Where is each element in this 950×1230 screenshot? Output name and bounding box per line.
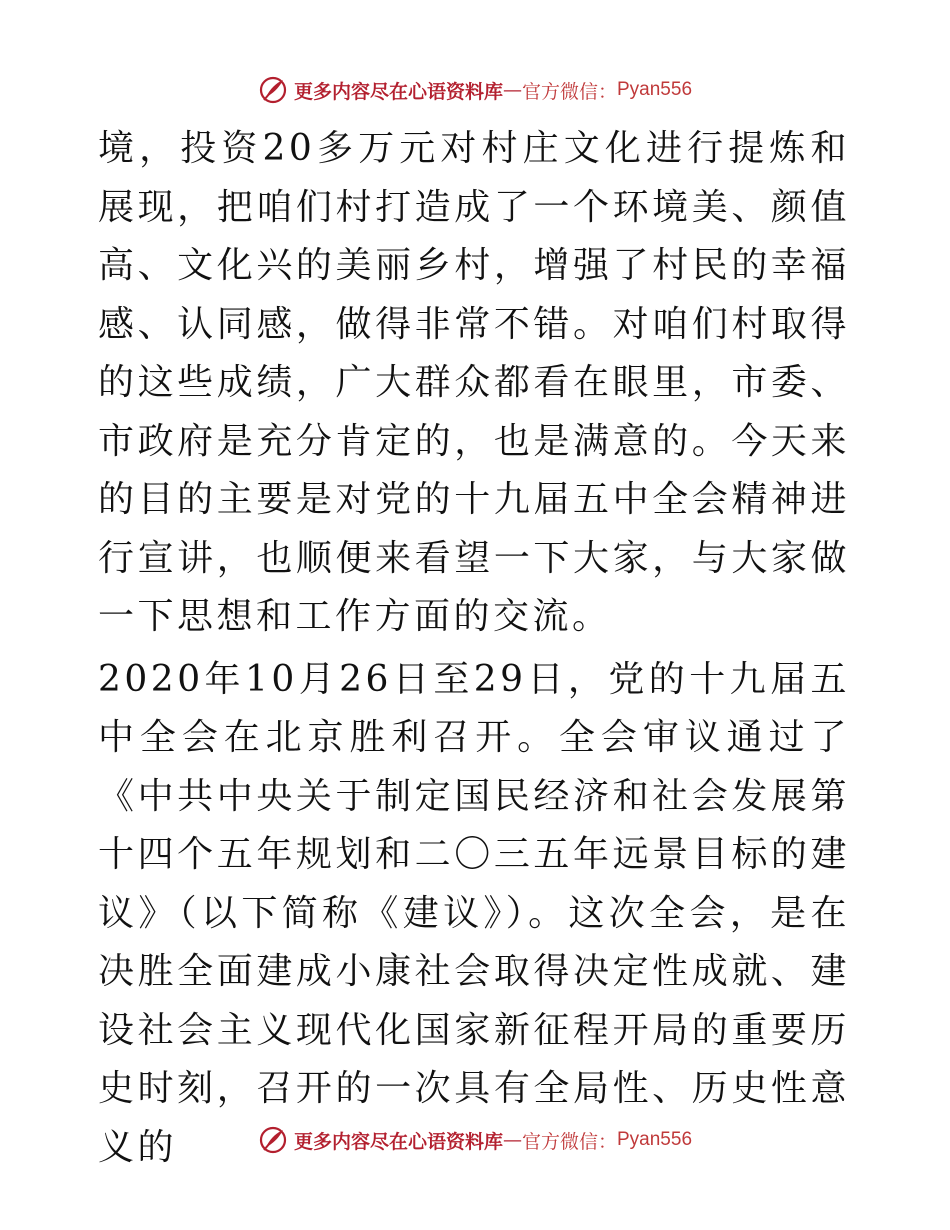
watermark-brand-text: 更多内容尽在心语资料库	[293, 80, 503, 103]
watermark-brand-text: 更多内容尽在心语资料库	[293, 1130, 503, 1153]
paragraph: 2020年10月26日至29日，党的十九届五中全会在北京胜利召开。全会审议通过了《中共中央关于制定国民经济和社会发展第十四个五年规划和二〇三五年远景目标的建议》（以下简称《建议》）。这次全会，是在决胜全面建成小康社会取得决定性成就、建设社会主义现代化国家新征程开局的重要历史时刻，召开的一次具有全局性、历史性意义的	[98, 658, 850, 1168]
quill-logo-icon	[258, 75, 288, 105]
paragraph: 境，投资20多万元对村庄文化进行提炼和展现，把咱们村打造成了一个环境美、颜值高、文化兴的美丽乡村，增强了村民的幸福感、认同感，做得非常不错。对咱们村取得的这些成绩，广大群众都看在眼里，市委、市政府是充分肯定的，也是满意的。今天来的目的主要是对党的十九届五中全会精神进行宣讲，也顺便来看望一下大家，与大家做一下思想和工作方面的交流。	[98, 128, 850, 637]
footer-watermark	[0, 1120, 950, 1160]
watermark-separator: —	[502, 79, 522, 101]
header-watermark	[0, 70, 950, 110]
watermark-contact-label: 官方微信：	[521, 1130, 617, 1153]
quill-logo-icon	[258, 1125, 288, 1155]
watermark-contact-id: Pyan556	[617, 1129, 693, 1150]
watermark-contact-id: Pyan556	[617, 79, 693, 100]
watermark-contact-label: 官方微信：	[521, 80, 617, 103]
watermark-separator: —	[502, 1129, 522, 1151]
document-body	[98, 120, 850, 1177]
